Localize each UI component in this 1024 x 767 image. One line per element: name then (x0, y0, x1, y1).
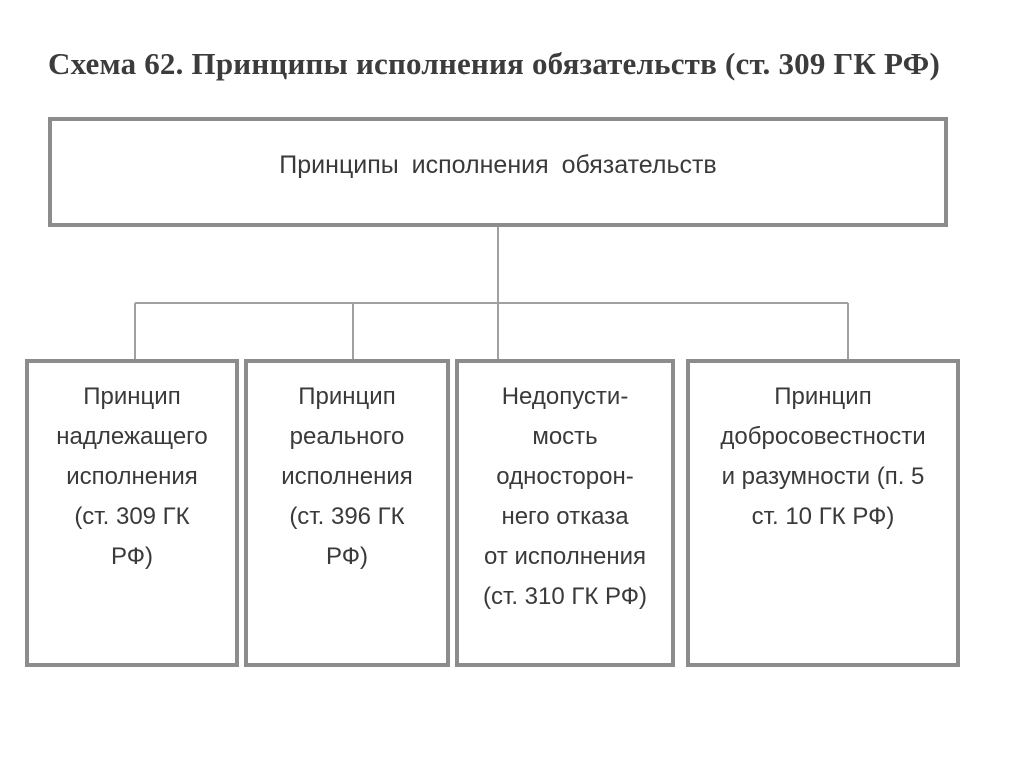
node-line: Принцип (774, 383, 872, 410)
node-line: исполнения (66, 463, 198, 490)
node-line: ст. 10 ГК РФ) (751, 503, 895, 530)
node-line: РФ) (326, 543, 368, 570)
node-line: реального (289, 423, 405, 450)
node-line: от исполнения (484, 543, 646, 570)
root-node-label: Принципы исполнения обязательств (279, 151, 717, 179)
node-line: и разумности (п. 5 (721, 463, 925, 490)
node-line: мость (532, 423, 598, 450)
node-line: Принцип (83, 383, 181, 410)
node-line: исполнения (281, 463, 413, 490)
child-node-unilateral-refusal (455, 359, 675, 667)
node-line: него отказа (501, 503, 629, 530)
node-line: Принцип (298, 383, 396, 410)
node-line: односторон- (496, 463, 634, 490)
root-node (48, 117, 948, 227)
node-line: (ст. 310 ГК РФ) (483, 583, 647, 610)
node-line: (ст. 396 ГК (289, 503, 405, 530)
diagram-title: Схема 62. Принципы исполнения обязательств (ст. 309 ГК РФ) (48, 46, 941, 81)
node-line: Недопусти- (501, 383, 629, 410)
node-line: (ст. 309 ГК (74, 503, 190, 530)
node-line: надлежащего (56, 423, 208, 450)
child-node-real-performance (244, 359, 450, 667)
node-line: РФ) (111, 543, 153, 570)
child-node-good-faith (686, 359, 960, 667)
child-node-proper-performance (25, 359, 239, 667)
node-line: добросовестности (720, 423, 926, 450)
